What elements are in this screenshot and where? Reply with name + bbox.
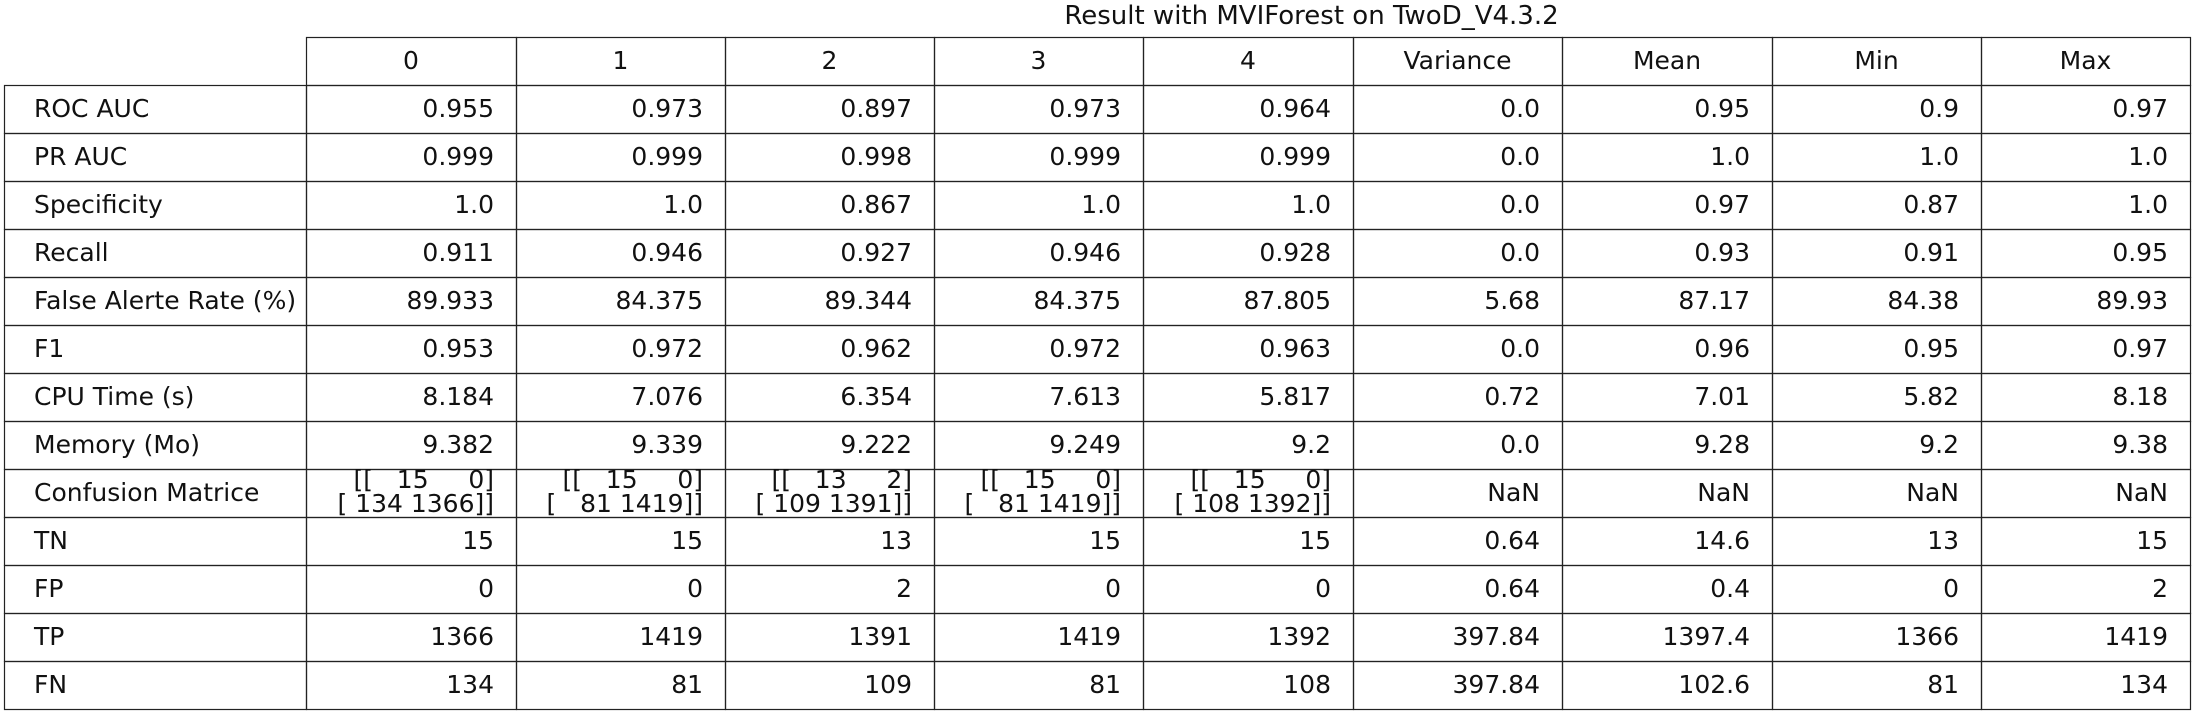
cell-value: 81 (671, 670, 703, 699)
cell-value: 0.867 (840, 190, 912, 219)
matrix-line: [[ 15 0] (562, 465, 703, 494)
cell-value: NaN (1697, 478, 1750, 507)
matrix-line: [[ 15 0] (1190, 465, 1331, 494)
cell-value: 13 (1927, 526, 1959, 555)
cell-value: NaN (1906, 478, 1959, 507)
column-header: 0 (403, 46, 419, 75)
column-header: Variance (1403, 46, 1512, 75)
column-header: Mean (1632, 46, 1702, 75)
cell-value: 0.972 (631, 334, 703, 363)
cell-value: 89.344 (824, 286, 912, 315)
cell-value: 0.0 (1500, 190, 1540, 219)
cell-value: 9.222 (840, 430, 912, 459)
cell-value: 0.72 (1484, 382, 1540, 411)
row-label: PR AUC (34, 142, 128, 171)
column-header: Max (2059, 46, 2112, 75)
cell-value: 84.375 (615, 286, 703, 315)
cell-value: 1.0 (1081, 190, 1121, 219)
cell-value: 1.0 (1291, 190, 1331, 219)
cell-value: 1397.4 (1662, 622, 1750, 651)
row-label: Memory (Mo) (34, 430, 200, 459)
cell-value: 0.972 (1049, 334, 1121, 363)
cell-value: 109 (864, 670, 912, 699)
cell-value: 0.927 (840, 238, 912, 267)
row-label: F1 (34, 334, 65, 363)
cell-value: 1.0 (663, 190, 703, 219)
cell-value: 0.0 (1500, 334, 1540, 363)
column-header: 2 (821, 46, 838, 75)
cell-value: 0.0 (1500, 94, 1540, 123)
cell-value: 0.97 (2112, 94, 2168, 123)
cell-value: 15 (2136, 526, 2168, 555)
cell-value: 7.076 (631, 382, 703, 411)
cell-value: 0.95 (1694, 94, 1750, 123)
cell-value: 1419 (2104, 622, 2168, 651)
cell-value: 5.817 (1259, 382, 1331, 411)
row-label: ROC AUC (34, 94, 150, 123)
cell-value: 0.95 (1903, 334, 1959, 363)
cell-value: 0.64 (1484, 526, 1540, 555)
matrix-line: [ 134 1366]] (337, 489, 494, 518)
cell-value: NaN (2115, 478, 2168, 507)
cell-value: 0 (1315, 574, 1331, 603)
cell-value: 0.953 (422, 334, 494, 363)
cell-value: 6.354 (840, 382, 912, 411)
cell-value: 13 (880, 526, 912, 555)
cell-value: 84.375 (1033, 286, 1121, 315)
cell-value: 0.973 (631, 94, 703, 123)
cell-value: 1.0 (454, 190, 494, 219)
row-label: TN (34, 526, 68, 555)
cell-value: 87.805 (1243, 286, 1331, 315)
matrix-line: [[ 15 0] (980, 465, 1121, 494)
cell-value: 0.95 (2112, 238, 2168, 267)
row-label: Recall (34, 238, 109, 267)
cell-value: 8.18 (2112, 382, 2168, 411)
matrix-line: [ 109 1391]] (755, 489, 912, 518)
cell-value: 0.911 (422, 238, 494, 267)
cell-value: 9.249 (1049, 430, 1121, 459)
row-label: Confusion Matrice (34, 478, 260, 507)
cell-value: 0 (1943, 574, 1959, 603)
cell-value: 81 (1089, 670, 1121, 699)
cell-value: 0.964 (1259, 94, 1331, 123)
table-title: Result with MVIForest on TwoD_V4.3.2 (1064, 1, 1559, 31)
cell-value: 0.999 (631, 142, 703, 171)
cell-value: 1.0 (1710, 142, 1750, 171)
cell-value: 0.9 (1919, 94, 1959, 123)
column-header: 4 (1240, 46, 1256, 75)
cell-value: 0.4 (1710, 574, 1750, 603)
cell-value: 0.87 (1903, 190, 1959, 219)
cell-value: 15 (1089, 526, 1121, 555)
cell-value: 2 (2152, 574, 2168, 603)
cell-value: 5.82 (1903, 382, 1959, 411)
cell-value: 0.928 (1259, 238, 1331, 267)
cell-value: 0.998 (840, 142, 912, 171)
cell-value: 0 (687, 574, 703, 603)
row-label: False Alerte Rate (%) (34, 286, 297, 315)
cell-value: 89.933 (406, 286, 494, 315)
cell-value: 9.339 (631, 430, 703, 459)
column-header: 3 (1030, 46, 1047, 75)
cell-value: 0.0 (1500, 238, 1540, 267)
cell-value: 0.962 (840, 334, 912, 363)
cell-value: 0.897 (840, 94, 912, 123)
cell-value: 1366 (430, 622, 494, 651)
cell-value: 1391 (848, 622, 912, 651)
cell-value: 9.38 (2112, 430, 2168, 459)
row-label: FP (34, 574, 64, 603)
cell-value: 1366 (1895, 622, 1959, 651)
cell-value: 89.93 (2096, 286, 2168, 315)
row-label: TP (34, 622, 65, 651)
cell-value: 0 (478, 574, 494, 603)
cell-value: 5.68 (1484, 286, 1540, 315)
cell-value: 87.17 (1678, 286, 1750, 315)
cell-value: 1.0 (2128, 142, 2168, 171)
cell-value: 0.97 (2112, 334, 2168, 363)
cell-value: 0 (1105, 574, 1121, 603)
matrix-line: [[ 15 0] (353, 465, 494, 494)
cell-value: 0.946 (1049, 238, 1121, 267)
column-header: Min (1854, 46, 1899, 75)
cell-value: 1.0 (1919, 142, 1959, 171)
cell-value: 14.6 (1694, 526, 1750, 555)
cell-value: 7.613 (1049, 382, 1121, 411)
cell-value: 0.91 (1903, 238, 1959, 267)
cell-value: 15 (671, 526, 703, 555)
column-header: 1 (612, 46, 629, 75)
cell-value: 102.6 (1678, 670, 1750, 699)
row-label: CPU Time (s) (34, 382, 195, 411)
cell-value: 1419 (1057, 622, 1121, 651)
cell-value: 0.93 (1694, 238, 1750, 267)
cell-value: 134 (2120, 670, 2168, 699)
cell-value: 15 (462, 526, 494, 555)
cell-value: 84.38 (1887, 286, 1959, 315)
matrix-line: [ 108 1392]] (1174, 489, 1331, 518)
cell-value: 0.999 (1259, 142, 1331, 171)
cell-value: 0.0 (1500, 142, 1540, 171)
cell-value: 9.2 (1291, 430, 1331, 459)
cell-value: 397.84 (1452, 670, 1540, 699)
matrix-line: [ 81 1419]] (964, 489, 1121, 518)
cell-value: 0.955 (422, 94, 494, 123)
cell-value: 0.999 (1049, 142, 1121, 171)
cell-value: 0.97 (1694, 190, 1750, 219)
cell-value: 0.973 (1049, 94, 1121, 123)
cell-value: 7.01 (1694, 382, 1750, 411)
cell-value: 0.999 (422, 142, 494, 171)
matrix-line: [ 81 1419]] (546, 489, 703, 518)
cell-value: 1419 (639, 622, 703, 651)
cell-value: 8.184 (422, 382, 494, 411)
cell-value: 15 (1299, 526, 1331, 555)
cell-value: NaN (1487, 478, 1540, 507)
row-label: Specificity (34, 190, 163, 219)
matrix-line: [[ 13 2] (771, 465, 912, 494)
cell-value: 9.28 (1694, 430, 1750, 459)
cell-value: 1.0 (2128, 190, 2168, 219)
cell-value: 81 (1927, 670, 1959, 699)
cell-value: 134 (446, 670, 494, 699)
cell-value: 0.64 (1484, 574, 1540, 603)
cell-value: 397.84 (1452, 622, 1540, 651)
cell-value: 9.382 (422, 430, 494, 459)
cell-value: 0.0 (1500, 430, 1540, 459)
cell-value: 108 (1283, 670, 1331, 699)
cell-value: 0.963 (1259, 334, 1331, 363)
row-label: FN (34, 670, 68, 699)
cell-value: 0.946 (631, 238, 703, 267)
cell-value: 0.96 (1694, 334, 1750, 363)
cell-value: 9.2 (1919, 430, 1959, 459)
cell-value: 2 (896, 574, 912, 603)
cell-value: 1392 (1267, 622, 1331, 651)
